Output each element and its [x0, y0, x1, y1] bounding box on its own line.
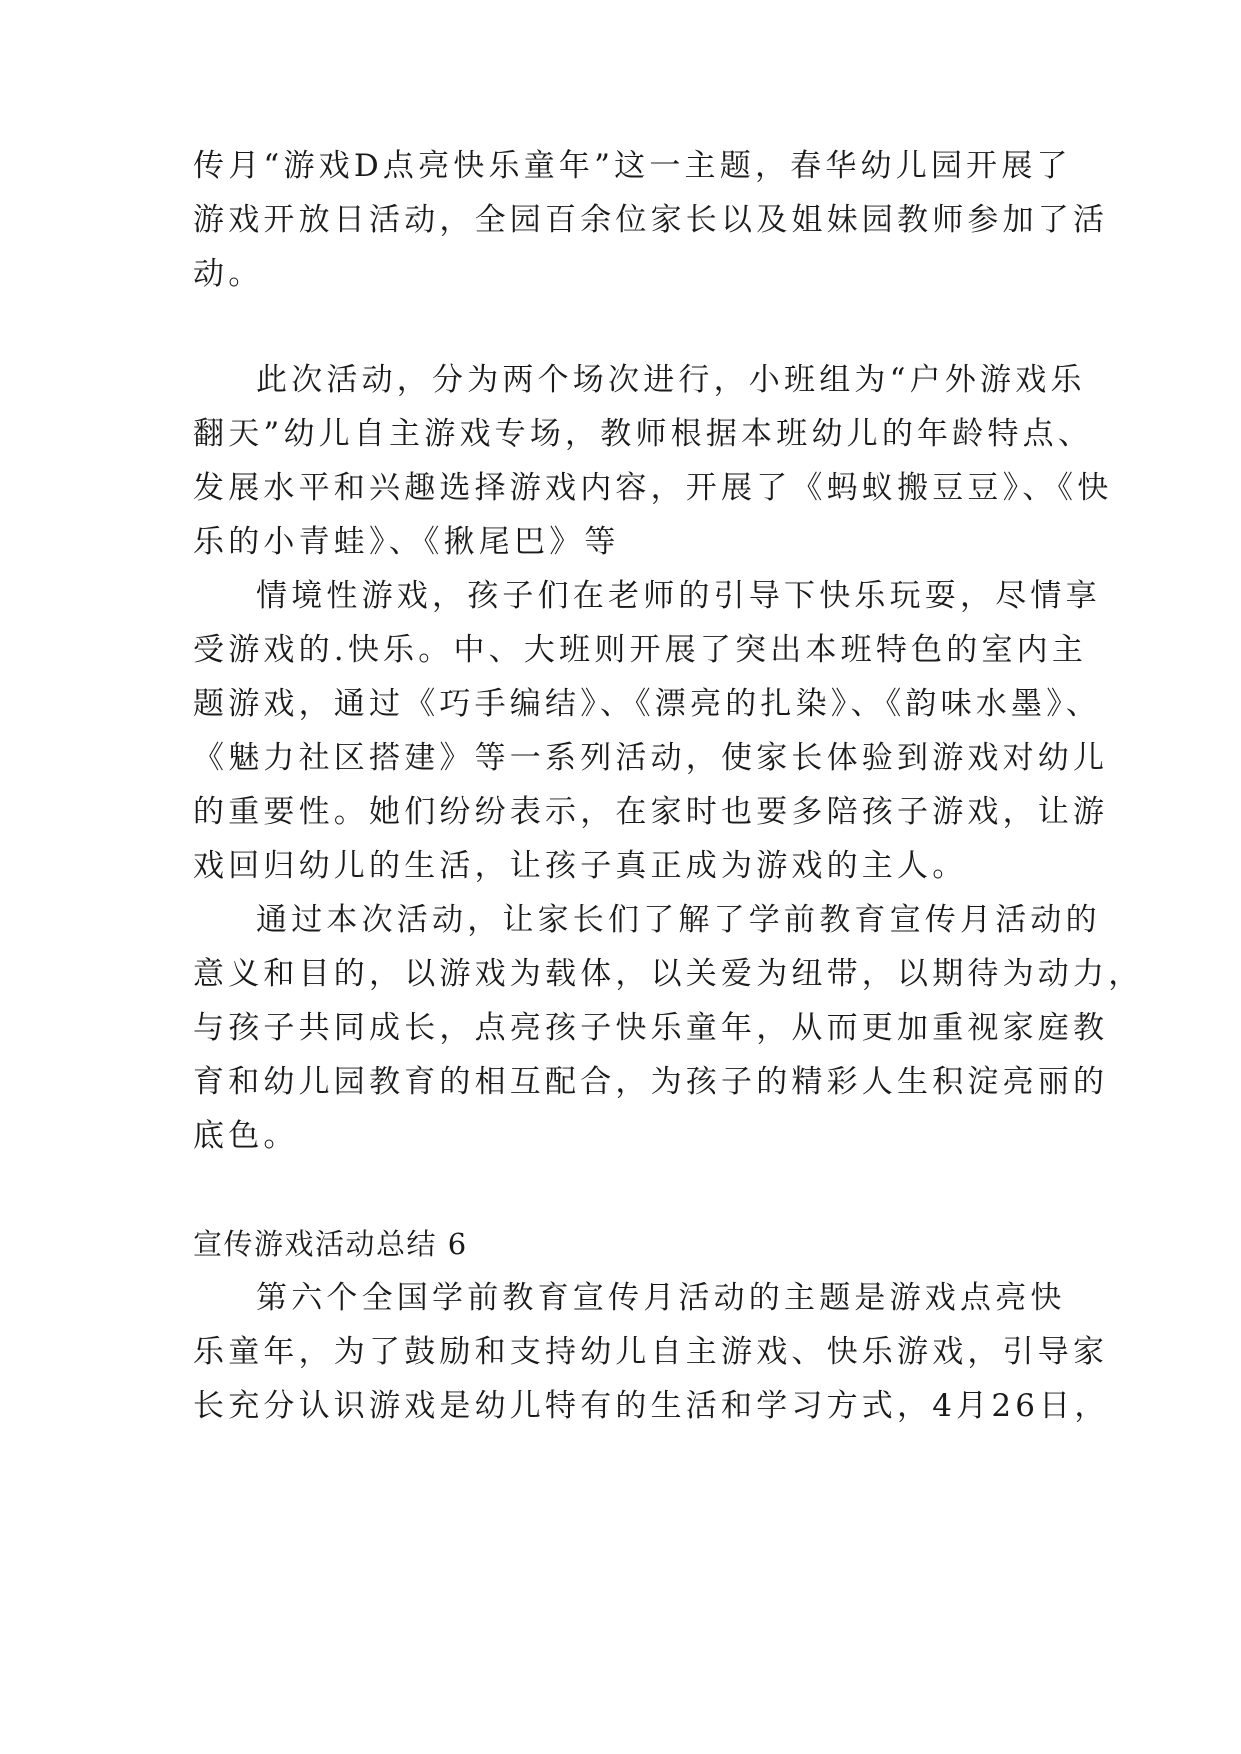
text-line: 育和幼儿园教育的相互配合，为孩子的精彩人生积淀亮丽的 — [193, 1064, 1109, 1100]
text-line: 传月“游戏D点亮快乐童年”这一主题，春华幼儿园开展了 — [193, 148, 1072, 184]
paragraph-first-line: 情境性游戏，孩子们在老师的引导下快乐玩耍，尽情享 — [256, 578, 1101, 614]
text-line: 《魅力社区搭建》等一系列活动，使家长体验到游戏对幼儿 — [193, 740, 1109, 776]
text-line: 长充分认识游戏是幼儿特有的生活和学习方式，4月26日， — [193, 1388, 1110, 1424]
text-line: 动。 — [193, 256, 264, 292]
text-line: 底色。 — [193, 1118, 299, 1154]
text-line: 乐的小青蛙》、《揪尾巴》等 — [193, 524, 620, 560]
text-line: 游戏开放日活动，全园百余位家长以及姐妹园教师参加了活 — [193, 202, 1109, 238]
paragraph-first-line: 第六个全国学前教育宣传月活动的主题是游戏点亮快 — [256, 1280, 1066, 1316]
text-line: 乐童年，为了鼓励和支持幼儿自主游戏、快乐游戏，引导家 — [193, 1334, 1109, 1370]
section-heading: 宣传游戏活动总结 6 — [193, 1227, 468, 1261]
text-line: 意义和目的，以游戏为载体，以关爱为纽带，以期待为动力， — [193, 956, 1144, 992]
paragraph-first-line: 此次活动，分为两个场次进行，小班组为“户外游戏乐 — [256, 362, 1086, 398]
paragraph-first-line: 通过本次活动，让家长们了解了学前教育宣传月活动的 — [256, 902, 1101, 938]
text-line: 翻天”幼儿自主游戏专场，教师根据本班幼儿的年龄特点、 — [193, 416, 1094, 452]
text-line: 受游戏的.快乐。中、大班则开展了突出本班特色的室内主 — [193, 632, 1088, 668]
text-line: 发展水平和兴趣选择游戏内容，开展了《蚂蚁搬豆豆》、《快 — [193, 470, 1113, 506]
text-line: 题游戏，通过《巧手编结》、《漂亮的扎染》、《韵味水墨》、 — [193, 686, 1102, 722]
text-line: 与孩子共同成长，点亮孩子快乐童年，从而更加重视家庭教 — [193, 1010, 1109, 1046]
text-line: 戏回归幼儿的生活，让孩子真正成为游戏的主人。 — [193, 848, 968, 884]
text-line: 的重要性。她们纷纷表示，在家时也要多陪孩子游戏，让游 — [193, 794, 1109, 830]
